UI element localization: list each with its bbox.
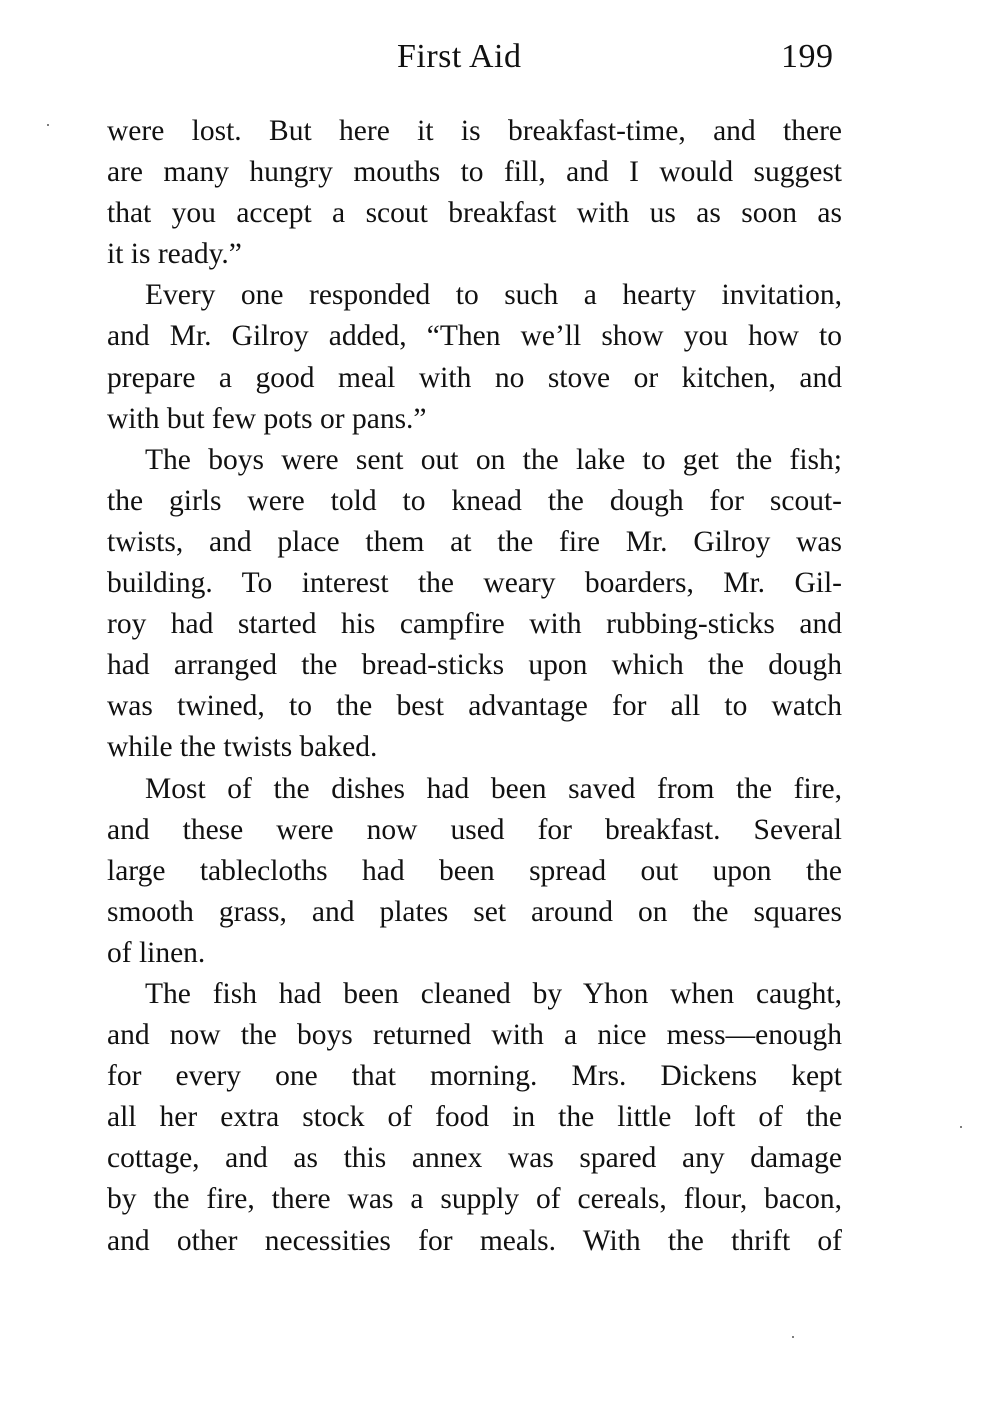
text-line: and Mr. Gilroy added, “Then we’ll show you how to: [107, 320, 842, 353]
text-line: Most of the dishes had been saved from the fire,: [145, 772, 842, 805]
text-line: twists, and place them at the fire Mr. Gilroy was: [107, 525, 842, 558]
scan-speck: [47, 124, 49, 126]
text-line: was twined, to the best advantage for all to watch: [107, 690, 842, 723]
text-line: and now the boys returned with a nice mess—enough: [107, 1019, 842, 1052]
text-line: are many hungry mouths to fill, and I would suggest: [107, 156, 842, 189]
running-title: First Aid: [397, 38, 522, 75]
text-line: smooth grass, and plates set around on the squares: [107, 895, 842, 928]
text-line: of linen.: [107, 936, 206, 969]
text-line: Every one responded to such a hearty invitation,: [145, 279, 842, 312]
text-line: it is ready.”: [107, 238, 242, 271]
scan-speck: [792, 1336, 794, 1338]
text-line: all her extra stock of food in the little loft of the: [107, 1101, 842, 1134]
text-line: prepare a good meal with no stove or kitchen, and: [107, 361, 842, 394]
text-line: that you accept a scout breakfast with us as soon as: [107, 197, 842, 230]
text-line: building. To interest the weary boarders, Mr. Gil-: [107, 567, 842, 600]
text-line: while the twists baked.: [107, 731, 378, 764]
text-line: The boys were sent out on the lake to get the fish;: [145, 443, 842, 476]
text-line: and these were now used for breakfast. Several: [107, 813, 842, 846]
page-number: 199: [781, 38, 834, 75]
text-line: by the fire, there was a supply of cereals, flour, bacon,: [107, 1183, 842, 1216]
text-line: the girls were told to knead the dough for scout-: [107, 484, 842, 517]
body-text: [107, 111, 842, 1262]
text-line: cottage, and as this annex was spared any damage: [107, 1142, 842, 1175]
text-line: for every one that morning. Mrs. Dickens kept: [107, 1060, 842, 1093]
text-line: with but few pots or pans.”: [107, 402, 427, 435]
text-line: and other necessities for meals. With the thrift of: [107, 1224, 842, 1257]
text-line: roy had started his campfire with rubbing-sticks and: [107, 608, 842, 641]
page-header: [0, 38, 1000, 88]
scan-speck: [960, 1126, 962, 1128]
text-line: had arranged the bread-sticks upon which the dough: [107, 649, 842, 682]
text-line: The fish had been cleaned by Yhon when caught,: [145, 977, 842, 1010]
text-line: were lost. But here it is breakfast-time, and there: [107, 115, 842, 147]
text-line: large tablecloths had been spread out upon the: [107, 854, 842, 887]
